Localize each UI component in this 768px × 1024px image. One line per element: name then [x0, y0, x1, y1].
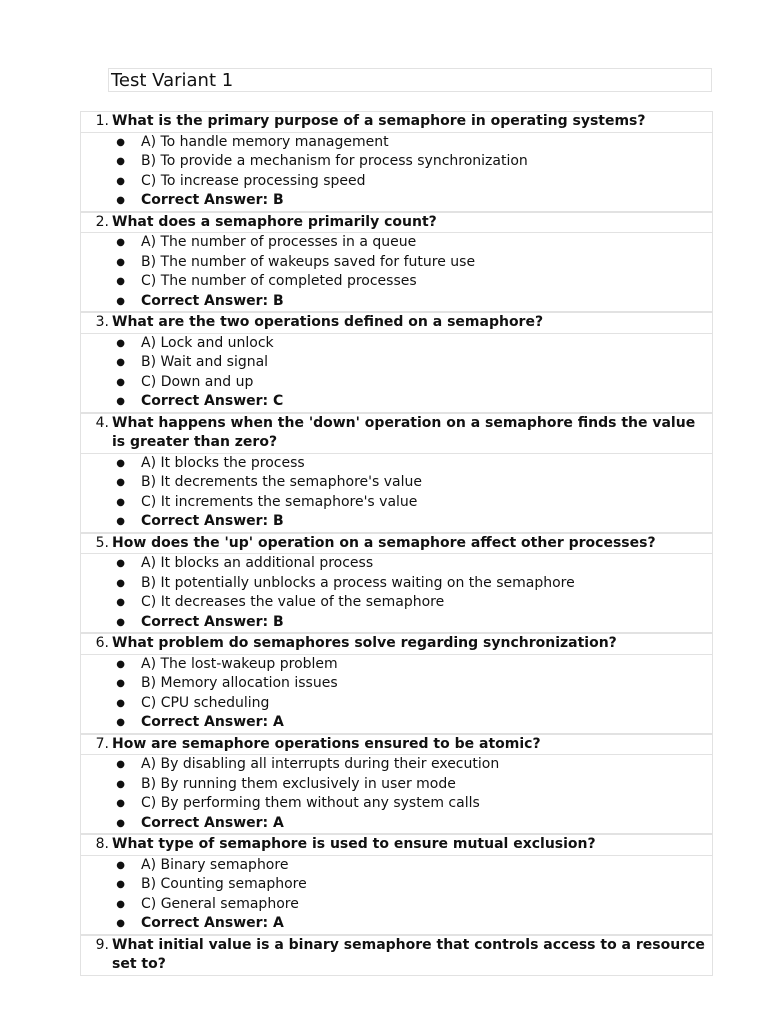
bullet-icon: ● [116, 918, 125, 929]
bullet-icon: ● [116, 396, 125, 407]
option-text: C) It decreases the value of the semaphore [141, 594, 445, 610]
option-text: B) By running them exclusively in user mode [141, 775, 456, 792]
option-text: C) By performing them without any system calls [141, 795, 480, 811]
option-item [81, 334, 712, 354]
question-text: What happens when the 'down' operation on a semaphore finds the value is greater than zero? [112, 414, 696, 450]
question-number: 9. [95, 936, 109, 953]
bullet-icon: ● [116, 616, 125, 628]
question-block [80, 533, 713, 634]
bullet-icon: ● [116, 678, 125, 689]
question-header [80, 734, 713, 756]
option-item [81, 655, 712, 675]
option-text: B) Wait and signal [141, 354, 269, 370]
question-header [80, 533, 713, 555]
option-text: C) General semaphore [141, 895, 299, 912]
bullet-icon: ● [116, 798, 125, 809]
option-text: A) By disabling all interrupts during their execution [141, 756, 500, 772]
correct-answer-item [81, 814, 712, 834]
option-text: C) To increase processing speed [141, 172, 366, 189]
option-item [81, 454, 712, 474]
option-text: A) The lost-wakeup problem [141, 655, 338, 672]
correct-answer-item [81, 914, 712, 934]
option-item [81, 794, 712, 814]
question-header [80, 633, 713, 655]
correct-answer-item [81, 713, 712, 733]
correct-answer-text: Correct Answer: B [141, 613, 284, 630]
question-text: How are semaphore operations ensured to be atomic? [112, 735, 541, 752]
correct-answer-item [81, 613, 712, 633]
option-item [81, 694, 712, 714]
bullet-icon: ● [116, 457, 125, 469]
bullet-icon: ● [116, 817, 125, 829]
option-text: C) It increments the semaphore's value [141, 493, 418, 510]
question-list [80, 111, 713, 976]
option-item [81, 856, 712, 876]
question-block [80, 312, 713, 413]
correct-answer-item [81, 191, 712, 211]
bullet-icon: ● [116, 175, 125, 187]
option-item [81, 473, 712, 493]
option-item [81, 172, 712, 192]
bullet-icon: ● [116, 879, 125, 890]
option-item [81, 253, 712, 273]
bullet-icon: ● [116, 778, 125, 790]
option-text: B) It potentially unblocks a process waiting on the semaphore [141, 574, 575, 591]
bullet-icon: ● [116, 577, 125, 589]
option-text: C) CPU scheduling [141, 694, 270, 711]
bullet-icon: ● [116, 337, 125, 349]
option-item [81, 493, 712, 513]
correct-answer-text: Correct Answer: A [141, 814, 284, 831]
question-block [80, 633, 713, 734]
option-list [80, 454, 713, 533]
correct-answer-text: Correct Answer: A [141, 915, 284, 931]
question-text: What is the primary purpose of a semaphore in operating systems? [112, 113, 646, 129]
question-header [80, 935, 713, 976]
question-header [80, 312, 713, 334]
question-block [80, 734, 713, 835]
bullet-icon: ● [116, 717, 125, 728]
bullet-icon: ● [116, 256, 125, 268]
option-text: A) To handle memory management [141, 133, 389, 150]
correct-answer-text: Correct Answer: C [141, 393, 284, 409]
question-text: What does a semaphore primarily count? [112, 213, 437, 230]
correct-answer-text: Correct Answer: B [141, 292, 284, 309]
option-text: A) It blocks the process [141, 454, 305, 471]
question-block [80, 935, 713, 976]
option-item [81, 775, 712, 795]
question-number: 7. [95, 735, 109, 752]
option-list [80, 655, 713, 734]
option-item [81, 574, 712, 594]
question-number: 5. [95, 534, 109, 551]
bullet-icon: ● [116, 496, 125, 508]
option-text: A) Binary semaphore [141, 856, 289, 873]
correct-answer-item [81, 392, 712, 412]
question-text: What type of semaphore is used to ensure mutual exclusion? [112, 836, 596, 852]
bullet-icon: ● [116, 898, 125, 910]
question-number: 1. [95, 113, 109, 129]
correct-answer-text: Correct Answer: B [141, 192, 284, 208]
bullet-icon: ● [116, 237, 125, 248]
question-number: 3. [95, 314, 109, 330]
option-item [81, 755, 712, 775]
option-text: C) The number of completed processes [141, 273, 417, 289]
question-number: 4. [95, 414, 109, 431]
option-text: B) Memory allocation issues [141, 675, 338, 691]
correct-answer-item [81, 292, 712, 312]
option-item [81, 593, 712, 613]
correct-answer-text: Correct Answer: B [141, 513, 284, 529]
option-text: B) To provide a mechanism for process synchronization [141, 153, 528, 169]
question-header [80, 111, 713, 133]
question-block [80, 111, 713, 212]
bullet-icon: ● [116, 558, 125, 569]
bullet-icon: ● [116, 859, 125, 871]
bullet-icon: ● [116, 156, 125, 167]
question-block [80, 413, 713, 533]
option-text: B) It decrements the semaphore's value [141, 474, 422, 490]
question-header [80, 834, 713, 856]
bullet-icon: ● [116, 136, 125, 148]
question-header [80, 413, 713, 454]
option-item [81, 554, 712, 574]
option-list [80, 133, 713, 212]
bullet-icon: ● [116, 376, 125, 388]
option-text: A) It blocks an additional process [141, 555, 374, 571]
question-number: 6. [95, 635, 109, 651]
bullet-icon: ● [116, 195, 125, 206]
option-text: A) Lock and unlock [141, 334, 274, 351]
question-text: What initial value is a binary semaphore that controls access to a resource set to? [112, 936, 705, 972]
question-number: 8. [95, 836, 109, 852]
question-header [80, 212, 713, 234]
option-item [81, 895, 712, 915]
bullet-icon: ● [116, 477, 125, 488]
bullet-icon: ● [116, 759, 125, 770]
bullet-icon: ● [116, 295, 125, 307]
correct-answer-item [81, 512, 712, 532]
option-text: C) Down and up [141, 373, 254, 390]
question-text: How does the 'up' operation on a semaphore affect other processes? [112, 534, 656, 551]
question-number: 2. [95, 213, 109, 230]
option-item [81, 233, 712, 253]
bullet-icon: ● [116, 658, 125, 670]
option-list [80, 554, 713, 633]
correct-answer-text: Correct Answer: A [141, 714, 284, 730]
option-item [81, 875, 712, 895]
question-text: What are the two operations defined on a semaphore? [112, 314, 544, 330]
bullet-icon: ● [116, 597, 125, 608]
option-item [81, 272, 712, 292]
question-block [80, 212, 713, 313]
option-list [80, 334, 713, 413]
option-item [81, 133, 712, 153]
bullet-icon: ● [116, 516, 125, 527]
option-text: B) The number of wakeups saved for future use [141, 253, 476, 270]
option-text: A) The number of processes in a queue [141, 234, 417, 250]
document-title: Test Variant 1 [108, 68, 712, 92]
option-list [80, 856, 713, 935]
bullet-icon: ● [116, 697, 125, 709]
option-item [81, 674, 712, 694]
bullet-icon: ● [116, 357, 125, 368]
bullet-icon: ● [116, 276, 125, 287]
option-text: B) Counting semaphore [141, 876, 307, 892]
option-item [81, 353, 712, 373]
option-list [80, 233, 713, 312]
option-list [80, 755, 713, 834]
option-item [81, 373, 712, 393]
question-block [80, 834, 713, 935]
question-text: What problem do semaphores solve regarding synchronization? [112, 635, 617, 651]
option-item [81, 152, 712, 172]
